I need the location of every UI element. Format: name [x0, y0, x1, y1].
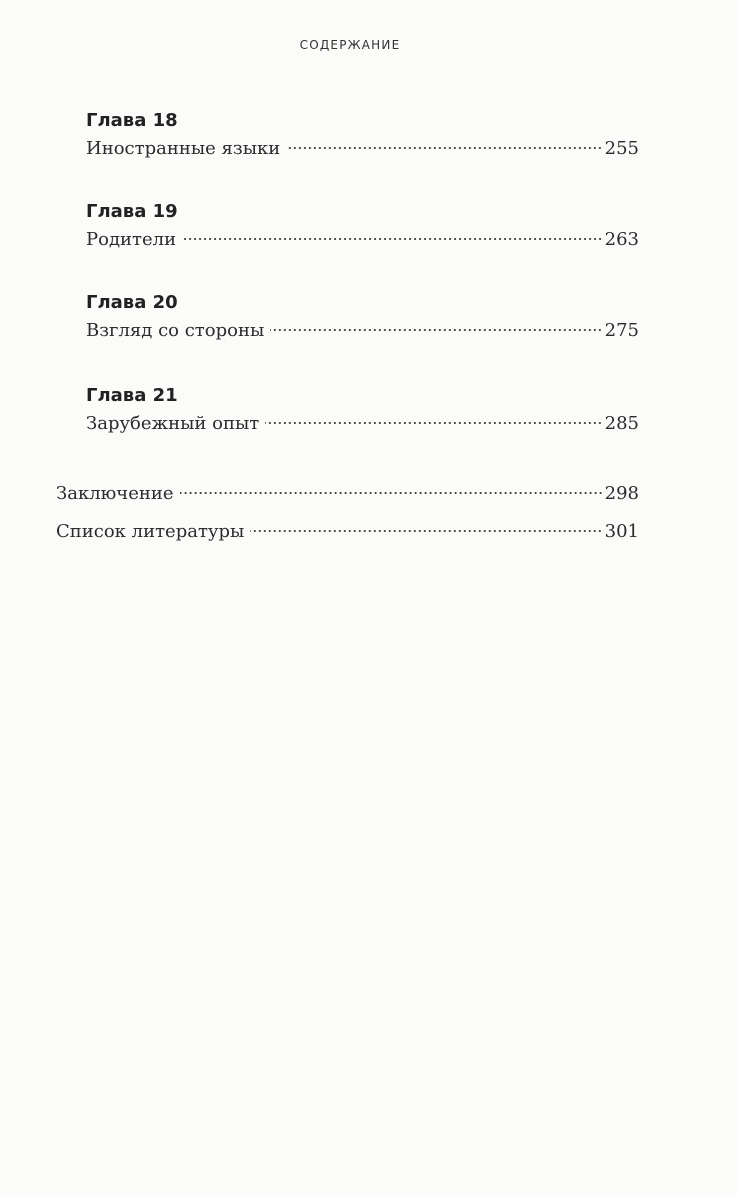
toc-entry[interactable]: [56, 479, 639, 509]
toc-entry[interactable]: [86, 316, 639, 346]
page-number: 255: [604, 138, 639, 159]
toc-chapter-20: [86, 290, 639, 346]
toc-entry[interactable]: [56, 517, 639, 547]
entry-title: Зарубежный опыт: [86, 413, 260, 434]
entry-title: Взгляд со стороны: [86, 320, 265, 341]
page-number: 298: [604, 483, 639, 504]
dot-leader: [250, 530, 602, 532]
entry-title: Родители: [86, 229, 177, 250]
entry-title: Список литературы: [56, 521, 245, 542]
running-head: СОДЕРЖАНИЕ: [299, 38, 401, 52]
entry-title: Иностранные языки: [86, 138, 281, 159]
dot-leader: [265, 422, 602, 424]
chapter-label: Глава 18: [86, 110, 178, 131]
toc-bibliography: [56, 517, 639, 547]
chapter-label: Глава 19: [86, 201, 178, 222]
dot-leader: [286, 147, 602, 149]
toc-chapter-21: [86, 383, 639, 439]
dot-leader: [182, 238, 603, 240]
chapter-label: Глава 21: [86, 385, 178, 406]
page-number: 275: [604, 320, 639, 341]
entry-title: Заключение: [56, 483, 174, 504]
dot-leader: [270, 329, 602, 331]
toc-conclusion: [56, 479, 639, 509]
page-number: 301: [604, 521, 639, 542]
toc-chapter-18: [86, 108, 639, 164]
toc-chapter-19: [86, 199, 639, 255]
page-number: 263: [604, 229, 639, 250]
toc-entry[interactable]: [86, 409, 639, 439]
toc-entry[interactable]: [86, 225, 639, 255]
chapter-label: Глава 20: [86, 292, 178, 313]
page-number: 285: [604, 413, 639, 434]
dot-leader: [180, 492, 603, 494]
toc-entry[interactable]: [86, 134, 639, 164]
